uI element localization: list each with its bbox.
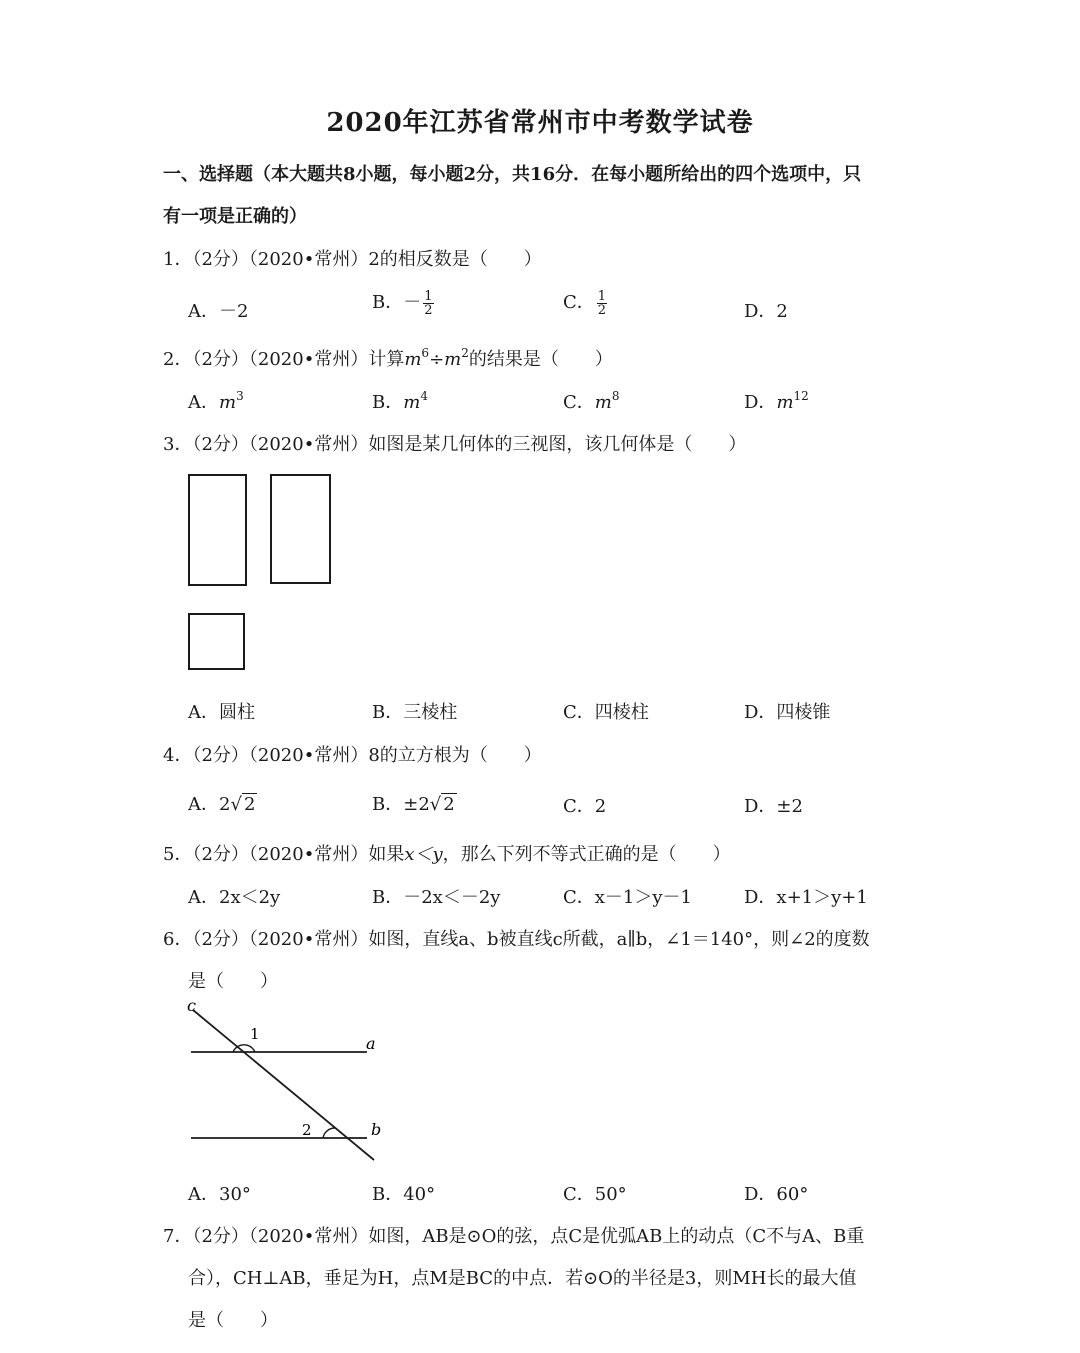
- question-3-stem: 3．（2分）（2020•常州）如图是某几何体的三视图，该几何体是（ ）: [163, 434, 747, 455]
- q6-option-a: A．30°: [188, 1184, 251, 1205]
- q2-option-c: [563, 388, 620, 414]
- angle-2-arc: [323, 1128, 335, 1138]
- q2-option-d: [744, 388, 809, 414]
- q2-option-b: [372, 388, 428, 414]
- fraction-denominator: 2: [424, 302, 433, 318]
- three-view-figure: [180, 466, 350, 681]
- q1-option-b-fraction: [423, 290, 433, 317]
- q5-stem-suffix: ，那么下列不等式正确的是（ ）: [442, 844, 731, 865]
- var-m: m: [444, 349, 462, 370]
- top-view-square: [189, 614, 244, 669]
- q5-option-d: D．x+1＞y+1: [744, 887, 868, 908]
- coefficient: 2: [219, 794, 231, 815]
- question-7-stem-line3: 是（ ）: [188, 1310, 278, 1331]
- exponent: 12: [793, 389, 809, 403]
- q5-condition: x＜y: [404, 844, 443, 865]
- parallel-lines-figure: [180, 995, 390, 1165]
- var-m: m: [403, 392, 421, 413]
- radicand: 2: [243, 794, 256, 815]
- q2-stem-suffix: 的结果是（ ）: [468, 349, 613, 370]
- option-label: B．: [372, 392, 404, 413]
- var-m: m: [404, 349, 422, 370]
- question-7-stem-line1: 7．（2分）（2020•常州）如图，AB是⊙O的弦，点C是优弧AB上的动点（C不与A、B重: [163, 1226, 865, 1247]
- fraction-denominator: 2: [597, 302, 607, 318]
- question-7-stem-line2: 合），CH⊥AB，垂足为H，点M是BC的中点．若⊙O的半径是3，则MH长的最大值: [188, 1268, 857, 1289]
- q3-option-b: B．三棱柱: [372, 702, 458, 723]
- q1-option-a: A．－2: [188, 301, 249, 322]
- side-view-rect: [271, 475, 330, 583]
- coefficient: 2: [418, 794, 430, 815]
- var-m: m: [219, 392, 237, 413]
- q2-stem-prefix: 2．（2分）（2020•常州）计算: [163, 349, 405, 370]
- q6-option-d: D．60°: [744, 1184, 809, 1205]
- fraction-numerator: 1: [597, 288, 607, 304]
- q5-option-b: B．－2x＜－2y: [372, 887, 501, 908]
- q3-option-a: A．圆柱: [188, 702, 255, 723]
- q1-option-c: [563, 288, 607, 317]
- section-heading-line1: 一、选择题（本大题共8小题，每小题2分，共16分．在每小题所给出的四个选项中，只: [163, 164, 862, 185]
- question-1-stem: 1．（2分）（2020•常州）2的相反数是（ ）: [163, 249, 542, 270]
- q6-option-b: B．40°: [372, 1184, 436, 1205]
- q5-option-c: C．x－1＞y－1: [563, 887, 692, 908]
- label-angle-2: 2: [302, 1121, 312, 1139]
- label-a: a: [366, 1034, 376, 1053]
- fraction-numerator: 1: [424, 288, 433, 304]
- q4-option-c: C．2: [563, 796, 607, 817]
- sqrt-expression: [230, 794, 257, 815]
- radical-sign-icon: √: [230, 794, 242, 815]
- q4-option-b: [372, 790, 457, 816]
- plus-minus-sign: ±: [403, 794, 419, 815]
- divide-sign: ÷: [429, 349, 445, 370]
- option-label: C．: [563, 392, 595, 413]
- label-angle-1: 1: [250, 1025, 260, 1043]
- option-label: A．: [188, 392, 219, 413]
- q4-option-a: [188, 790, 257, 816]
- question-2-stem: [163, 345, 613, 371]
- exponent: 2: [461, 346, 469, 360]
- q6-option-c: C．50°: [563, 1184, 627, 1205]
- q5-option-a: A．2x＜2y: [188, 887, 281, 908]
- q1-option-c-label: C．: [563, 292, 595, 313]
- q2-option-a: [188, 388, 244, 414]
- q1-option-d: D．2: [744, 301, 788, 322]
- front-view-rect: [189, 475, 246, 585]
- label-b: b: [371, 1120, 382, 1139]
- q3-option-c: C．四棱柱: [563, 702, 649, 723]
- radical-sign-icon: √: [429, 794, 442, 815]
- question-6-stem-line1: 6．（2分）（2020•常州）如图，直线a、b被直线c所截，a∥b，∠1＝140°，则∠2的度数: [163, 929, 870, 950]
- question-6-stem-line2: 是（ ）: [188, 971, 278, 992]
- var-m: m: [594, 392, 612, 413]
- q5-stem-prefix: 5．（2分）（2020•常州）如果: [163, 844, 405, 865]
- var-m: m: [776, 392, 794, 413]
- q4-option-d: D．±2: [744, 796, 803, 817]
- section-heading-line2: 有一项是正确的）: [163, 206, 307, 227]
- question-4-stem: 4．（2分）（2020•常州）8的立方根为（ ）: [163, 745, 542, 766]
- exponent: 8: [611, 389, 620, 403]
- question-5-stem: [163, 840, 731, 866]
- q1-option-b-label: B．－: [372, 292, 422, 313]
- page-title: 2020年江苏省常州市中考数学试卷: [326, 108, 754, 138]
- q1-option-c-fraction: [597, 290, 607, 317]
- option-label: A．: [188, 794, 219, 815]
- q1-option-b: [372, 288, 434, 317]
- q3-option-d: D．四棱锥: [744, 702, 831, 723]
- exponent: 4: [420, 389, 428, 403]
- exponent: 3: [236, 389, 244, 403]
- sqrt-expression: [430, 794, 457, 815]
- radicand: 2: [443, 794, 455, 815]
- option-label: D．: [744, 392, 777, 413]
- label-c: c: [187, 996, 196, 1015]
- option-label: B．: [372, 794, 404, 815]
- exponent: 6: [421, 346, 430, 360]
